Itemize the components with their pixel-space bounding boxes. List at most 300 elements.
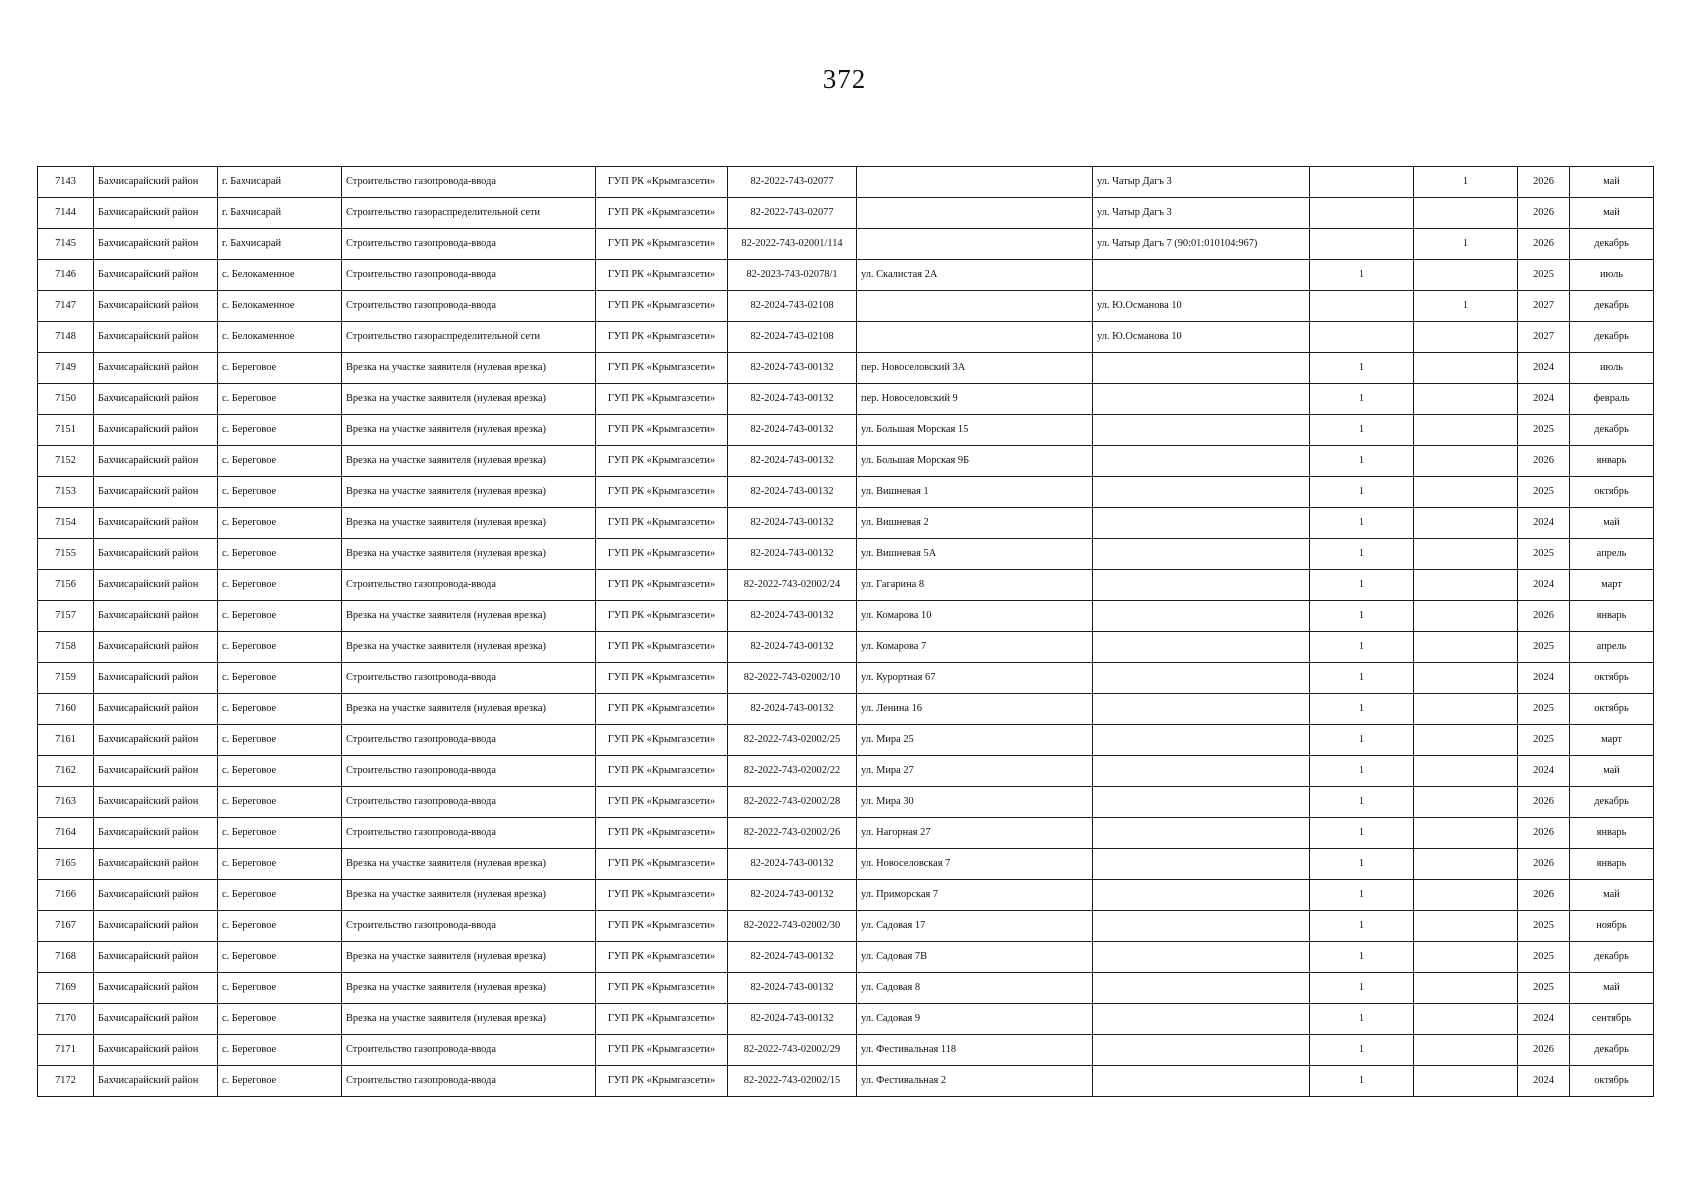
address-b-cell [1093,508,1310,539]
row-number-cell: 7149 [38,353,94,384]
month-cell: май [1570,167,1654,198]
address-a-cell: ул. Фестивальная 2 [857,1066,1093,1097]
address-b-cell [1093,1066,1310,1097]
quantity-b-cell [1414,570,1518,601]
address-a-cell: ул. Большая Морская 15 [857,415,1093,446]
address-b-cell [1093,911,1310,942]
work-type-cell: Строительство газораспределительной сети [342,322,596,353]
month-cell: октябрь [1570,1066,1654,1097]
quantity-a-cell: 1 [1310,539,1414,570]
row-number-cell: 7159 [38,663,94,694]
quantity-b-cell [1414,1004,1518,1035]
contract-code-cell: 82-2024-743-00132 [728,601,857,632]
district-cell: Бахчисарайский район [94,1066,218,1097]
district-cell: Бахчисарайский район [94,694,218,725]
organization-cell: ГУП РК «Крымгазсети» [596,477,728,508]
year-cell: 2026 [1518,446,1570,477]
organization-cell: ГУП РК «Крымгазсети» [596,1004,728,1035]
quantity-a-cell: 1 [1310,756,1414,787]
month-cell: май [1570,756,1654,787]
organization-cell: ГУП РК «Крымгазсети» [596,694,728,725]
month-cell: март [1570,570,1654,601]
quantity-a-cell: 1 [1310,818,1414,849]
table-row [38,508,1654,539]
address-b-cell [1093,942,1310,973]
district-cell: Бахчисарайский район [94,725,218,756]
address-b-cell [1093,260,1310,291]
address-b-cell [1093,694,1310,725]
contract-code-cell: 82-2024-743-00132 [728,415,857,446]
address-a-cell: ул. Ленина 16 [857,694,1093,725]
row-number-cell: 7153 [38,477,94,508]
quantity-a-cell: 1 [1310,849,1414,880]
organization-cell: ГУП РК «Крымгазсети» [596,446,728,477]
table-row [38,291,1654,322]
contract-code-cell: 82-2022-743-02002/25 [728,725,857,756]
row-number-cell: 7161 [38,725,94,756]
district-cell: Бахчисарайский район [94,973,218,1004]
quantity-a-cell [1310,322,1414,353]
district-cell: Бахчисарайский район [94,384,218,415]
settlement-cell: с. Береговое [218,725,342,756]
address-a-cell [857,229,1093,260]
address-b-cell [1093,477,1310,508]
table-row [38,322,1654,353]
district-cell: Бахчисарайский район [94,880,218,911]
table-row [38,601,1654,632]
district-cell: Бахчисарайский район [94,508,218,539]
organization-cell: ГУП РК «Крымгазсети» [596,601,728,632]
work-type-cell: Врезка на участке заявителя (нулевая врезка) [342,539,596,570]
year-cell: 2025 [1518,477,1570,508]
quantity-b-cell [1414,632,1518,663]
row-number-cell: 7157 [38,601,94,632]
settlement-cell: с. Береговое [218,1035,342,1066]
address-b-cell: ул. Ю.Османова 10 [1093,322,1310,353]
month-cell: апрель [1570,632,1654,663]
work-type-cell: Строительство газопровода-ввода [342,911,596,942]
contract-code-cell: 82-2024-743-00132 [728,942,857,973]
row-number-cell: 7143 [38,167,94,198]
work-type-cell: Строительство газопровода-ввода [342,663,596,694]
work-type-cell: Врезка на участке заявителя (нулевая врезка) [342,415,596,446]
address-b-cell [1093,1004,1310,1035]
organization-cell: ГУП РК «Крымгазсети» [596,260,728,291]
organization-cell: ГУП РК «Крымгазсети» [596,663,728,694]
month-cell: апрель [1570,539,1654,570]
district-cell: Бахчисарайский район [94,570,218,601]
organization-cell: ГУП РК «Крымгазсети» [596,725,728,756]
contract-code-cell: 82-2024-743-00132 [728,694,857,725]
month-cell: декабрь [1570,1035,1654,1066]
district-cell: Бахчисарайский район [94,167,218,198]
year-cell: 2024 [1518,756,1570,787]
contract-code-cell: 82-2022-743-02002/22 [728,756,857,787]
month-cell: октябрь [1570,694,1654,725]
settlement-cell: с. Белокаменное [218,322,342,353]
quantity-b-cell [1414,198,1518,229]
address-b-cell [1093,384,1310,415]
organization-cell: ГУП РК «Крымгазсети» [596,1066,728,1097]
organization-cell: ГУП РК «Крымгазсети» [596,353,728,384]
address-a-cell: ул. Нагорная 27 [857,818,1093,849]
quantity-a-cell: 1 [1310,570,1414,601]
quantity-a-cell: 1 [1310,446,1414,477]
work-type-cell: Врезка на участке заявителя (нулевая врезка) [342,508,596,539]
row-number-cell: 7164 [38,818,94,849]
address-a-cell: ул. Скалистая 2А [857,260,1093,291]
contract-code-cell: 82-2024-743-02108 [728,291,857,322]
quantity-a-cell: 1 [1310,477,1414,508]
table-row [38,539,1654,570]
table-row [38,756,1654,787]
organization-cell: ГУП РК «Крымгазсети» [596,849,728,880]
row-number-cell: 7154 [38,508,94,539]
contract-code-cell: 82-2024-743-00132 [728,849,857,880]
table-row [38,880,1654,911]
table-row [38,1066,1654,1097]
table-row [38,849,1654,880]
month-cell: февраль [1570,384,1654,415]
month-cell: сентябрь [1570,1004,1654,1035]
row-number-cell: 7147 [38,291,94,322]
row-number-cell: 7171 [38,1035,94,1066]
organization-cell: ГУП РК «Крымгазсети» [596,322,728,353]
table-row [38,663,1654,694]
address-b-cell [1093,570,1310,601]
table-row [38,632,1654,663]
district-cell: Бахчисарайский район [94,291,218,322]
address-b-cell [1093,756,1310,787]
district-cell: Бахчисарайский район [94,539,218,570]
quantity-b-cell [1414,322,1518,353]
quantity-a-cell: 1 [1310,880,1414,911]
quantity-a-cell: 1 [1310,694,1414,725]
contract-code-cell: 82-2022-743-02002/28 [728,787,857,818]
address-b-cell [1093,818,1310,849]
year-cell: 2026 [1518,818,1570,849]
quantity-b-cell [1414,725,1518,756]
year-cell: 2026 [1518,787,1570,818]
quantity-b-cell [1414,756,1518,787]
contract-code-cell: 82-2024-743-02108 [728,322,857,353]
month-cell: май [1570,973,1654,1004]
quantity-b-cell [1414,477,1518,508]
row-number-cell: 7160 [38,694,94,725]
address-b-cell [1093,601,1310,632]
address-a-cell: ул. Садовая 7В [857,942,1093,973]
district-cell: Бахчисарайский район [94,818,218,849]
month-cell: январь [1570,818,1654,849]
work-type-cell: Врезка на участке заявителя (нулевая врезка) [342,973,596,1004]
address-a-cell [857,322,1093,353]
organization-cell: ГУП РК «Крымгазсети» [596,198,728,229]
settlement-cell: с. Береговое [218,1066,342,1097]
settlement-cell: с. Береговое [218,601,342,632]
district-cell: Бахчисарайский район [94,632,218,663]
quantity-a-cell: 1 [1310,384,1414,415]
address-a-cell: ул. Вишневая 2 [857,508,1093,539]
settlement-cell: с. Береговое [218,632,342,663]
work-type-cell: Врезка на участке заявителя (нулевая врезка) [342,477,596,508]
quantity-b-cell [1414,942,1518,973]
table-row [38,167,1654,198]
quantity-b-cell: 1 [1414,291,1518,322]
quantity-a-cell [1310,291,1414,322]
organization-cell: ГУП РК «Крымгазсети» [596,880,728,911]
year-cell: 2026 [1518,229,1570,260]
table-row [38,260,1654,291]
address-b-cell [1093,632,1310,663]
settlement-cell: с. Береговое [218,1004,342,1035]
address-a-cell: ул. Приморская 7 [857,880,1093,911]
quantity-b-cell [1414,260,1518,291]
year-cell: 2024 [1518,1066,1570,1097]
organization-cell: ГУП РК «Крымгазсети» [596,291,728,322]
address-a-cell [857,198,1093,229]
month-cell: декабрь [1570,322,1654,353]
contract-code-cell: 82-2024-743-00132 [728,1004,857,1035]
contract-code-cell: 82-2024-743-00132 [728,446,857,477]
settlement-cell: с. Береговое [218,539,342,570]
work-type-cell: Строительство газопровода-ввода [342,1066,596,1097]
settlement-cell: с. Береговое [218,911,342,942]
address-b-cell [1093,446,1310,477]
settlement-cell: с. Береговое [218,756,342,787]
address-a-cell [857,167,1093,198]
table-row [38,1004,1654,1035]
year-cell: 2025 [1518,725,1570,756]
contract-code-cell: 82-2024-743-00132 [728,477,857,508]
organization-cell: ГУП РК «Крымгазсети» [596,384,728,415]
row-number-cell: 7163 [38,787,94,818]
quantity-b-cell [1414,415,1518,446]
table-row [38,229,1654,260]
address-b-cell: ул. Чатыр Дагъ 3 [1093,167,1310,198]
settlement-cell: г. Бахчисарай [218,167,342,198]
address-a-cell: ул. Вишневая 5А [857,539,1093,570]
work-type-cell: Врезка на участке заявителя (нулевая врезка) [342,446,596,477]
month-cell: март [1570,725,1654,756]
year-cell: 2025 [1518,632,1570,663]
organization-cell: ГУП РК «Крымгазсети» [596,1035,728,1066]
table-row [38,787,1654,818]
district-cell: Бахчисарайский район [94,260,218,291]
year-cell: 2025 [1518,539,1570,570]
row-number-cell: 7167 [38,911,94,942]
row-number-cell: 7169 [38,973,94,1004]
quantity-a-cell: 1 [1310,632,1414,663]
row-number-cell: 7162 [38,756,94,787]
address-a-cell: ул. Мира 27 [857,756,1093,787]
address-a-cell: ул. Комарова 7 [857,632,1093,663]
table-row [38,725,1654,756]
address-a-cell: ул. Курортная 67 [857,663,1093,694]
organization-cell: ГУП РК «Крымгазсети» [596,229,728,260]
settlement-cell: г. Бахчисарай [218,229,342,260]
table-row [38,353,1654,384]
address-b-cell [1093,1035,1310,1066]
district-cell: Бахчисарайский район [94,756,218,787]
settlement-cell: г. Бахчисарай [218,198,342,229]
address-b-cell: ул. Ю.Османова 10 [1093,291,1310,322]
table-row [38,694,1654,725]
quantity-b-cell [1414,849,1518,880]
year-cell: 2024 [1518,508,1570,539]
organization-cell: ГУП РК «Крымгазсети» [596,818,728,849]
quantity-a-cell: 1 [1310,787,1414,818]
settlement-cell: с. Береговое [218,446,342,477]
gasification-table [37,166,1654,1097]
district-cell: Бахчисарайский район [94,849,218,880]
settlement-cell: с. Белокаменное [218,291,342,322]
quantity-b-cell [1414,694,1518,725]
contract-code-cell: 82-2022-743-02002/15 [728,1066,857,1097]
address-a-cell: пер. Новоселовский 3А [857,353,1093,384]
work-type-cell: Врезка на участке заявителя (нулевая врезка) [342,601,596,632]
district-cell: Бахчисарайский район [94,1004,218,1035]
year-cell: 2025 [1518,260,1570,291]
year-cell: 2027 [1518,291,1570,322]
address-b-cell [1093,415,1310,446]
organization-cell: ГУП РК «Крымгазсети» [596,787,728,818]
year-cell: 2024 [1518,384,1570,415]
quantity-a-cell: 1 [1310,508,1414,539]
year-cell: 2025 [1518,911,1570,942]
address-a-cell: ул. Мира 25 [857,725,1093,756]
row-number-cell: 7168 [38,942,94,973]
row-number-cell: 7145 [38,229,94,260]
table-row [38,384,1654,415]
quantity-a-cell: 1 [1310,942,1414,973]
table-row [38,198,1654,229]
work-type-cell: Строительство газопровода-ввода [342,818,596,849]
row-number-cell: 7158 [38,632,94,663]
address-a-cell: ул. Садовая 17 [857,911,1093,942]
year-cell: 2026 [1518,1035,1570,1066]
page-number: 372 [822,64,867,94]
settlement-cell: с. Береговое [218,663,342,694]
quantity-b-cell [1414,1035,1518,1066]
address-a-cell: ул. Большая Морская 9Б [857,446,1093,477]
district-cell: Бахчисарайский район [94,322,218,353]
contract-code-cell: 82-2023-743-02078/1 [728,260,857,291]
organization-cell: ГУП РК «Крымгазсети» [596,570,728,601]
year-cell: 2024 [1518,353,1570,384]
work-type-cell: Строительство газопровода-ввода [342,570,596,601]
quantity-b-cell [1414,973,1518,1004]
district-cell: Бахчисарайский район [94,601,218,632]
month-cell: декабрь [1570,415,1654,446]
work-type-cell: Врезка на участке заявителя (нулевая врезка) [342,694,596,725]
quantity-a-cell [1310,229,1414,260]
year-cell: 2026 [1518,880,1570,911]
work-type-cell: Строительство газопровода-ввода [342,1035,596,1066]
table-body [38,167,1654,1097]
contract-code-cell: 82-2024-743-00132 [728,539,857,570]
quantity-a-cell: 1 [1310,663,1414,694]
organization-cell: ГУП РК «Крымгазсети» [596,539,728,570]
address-a-cell: ул. Новоселовская 7 [857,849,1093,880]
work-type-cell: Строительство газопровода-ввода [342,167,596,198]
address-a-cell: ул. Гагарина 8 [857,570,1093,601]
settlement-cell: с. Береговое [218,787,342,818]
table-row [38,446,1654,477]
organization-cell: ГУП РК «Крымгазсети» [596,973,728,1004]
work-type-cell: Врезка на участке заявителя (нулевая врезка) [342,849,596,880]
contract-code-cell: 82-2024-743-00132 [728,508,857,539]
address-a-cell: пер. Новоселовский 9 [857,384,1093,415]
month-cell: декабрь [1570,291,1654,322]
month-cell: май [1570,508,1654,539]
settlement-cell: с. Береговое [218,818,342,849]
row-number-cell: 7146 [38,260,94,291]
year-cell: 2026 [1518,849,1570,880]
address-b-cell: ул. Чатыр Дагъ 7 (90:01:010104:967) [1093,229,1310,260]
table-row [38,570,1654,601]
work-type-cell: Врезка на участке заявителя (нулевая врезка) [342,880,596,911]
district-cell: Бахчисарайский район [94,942,218,973]
quantity-a-cell: 1 [1310,353,1414,384]
work-type-cell: Строительство газораспределительной сети [342,198,596,229]
contract-code-cell: 82-2022-743-02077 [728,167,857,198]
quantity-b-cell [1414,539,1518,570]
settlement-cell: с. Береговое [218,973,342,1004]
work-type-cell: Строительство газопровода-ввода [342,756,596,787]
row-number-cell: 7155 [38,539,94,570]
quantity-a-cell: 1 [1310,911,1414,942]
table-row [38,911,1654,942]
contract-code-cell: 82-2022-743-02002/30 [728,911,857,942]
contract-code-cell: 82-2024-743-00132 [728,973,857,1004]
address-a-cell: ул. Вишневая 1 [857,477,1093,508]
table-row [38,415,1654,446]
settlement-cell: с. Береговое [218,849,342,880]
quantity-b-cell [1414,880,1518,911]
organization-cell: ГУП РК «Крымгазсети» [596,756,728,787]
district-cell: Бахчисарайский район [94,198,218,229]
quantity-a-cell: 1 [1310,415,1414,446]
settlement-cell: с. Береговое [218,694,342,725]
settlement-cell: с. Береговое [218,384,342,415]
row-number-cell: 7148 [38,322,94,353]
row-number-cell: 7150 [38,384,94,415]
quantity-b-cell [1414,911,1518,942]
organization-cell: ГУП РК «Крымгазсети» [596,911,728,942]
contract-code-cell: 82-2024-743-00132 [728,353,857,384]
quantity-b-cell [1414,818,1518,849]
contract-code-cell: 82-2022-743-02002/10 [728,663,857,694]
quantity-b-cell [1414,787,1518,818]
row-number-cell: 7166 [38,880,94,911]
year-cell: 2025 [1518,942,1570,973]
work-type-cell: Врезка на участке заявителя (нулевая врезка) [342,1004,596,1035]
work-type-cell: Врезка на участке заявителя (нулевая врезка) [342,353,596,384]
address-b-cell [1093,725,1310,756]
work-type-cell: Строительство газопровода-ввода [342,787,596,818]
quantity-a-cell: 1 [1310,973,1414,1004]
quantity-b-cell [1414,601,1518,632]
district-cell: Бахчисарайский район [94,415,218,446]
year-cell: 2025 [1518,415,1570,446]
quantity-b-cell [1414,663,1518,694]
contract-code-cell: 82-2024-743-00132 [728,632,857,663]
year-cell: 2026 [1518,198,1570,229]
month-cell: июль [1570,353,1654,384]
year-cell: 2026 [1518,167,1570,198]
contract-code-cell: 82-2024-743-00132 [728,880,857,911]
district-cell: Бахчисарайский район [94,229,218,260]
